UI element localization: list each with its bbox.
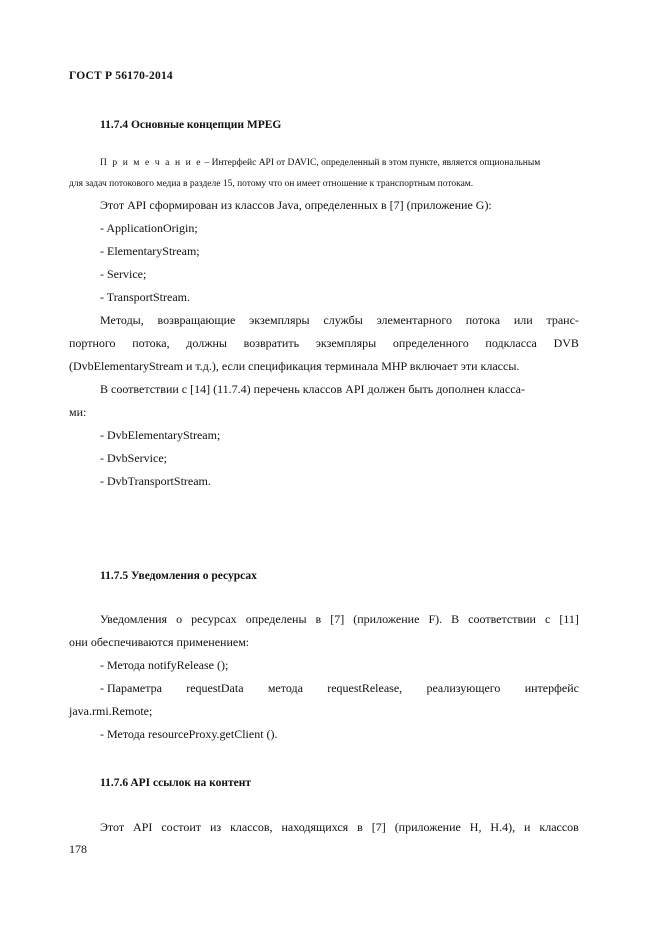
- list-item: - ElementaryStream;: [100, 244, 200, 258]
- paragraph-2-line-1: В соответствии с [14] (11.7.4) перечень классов API должен быть дополнен класса-: [100, 382, 525, 396]
- list-item: - ApplicationOrigin;: [100, 221, 198, 235]
- word: (приложение: [353, 612, 420, 626]
- word: requestData: [186, 681, 244, 695]
- word: должны: [186, 336, 227, 350]
- list-item: - DvbElementaryStream;: [100, 428, 221, 442]
- word: в: [315, 612, 322, 626]
- word: возвратить: [243, 336, 300, 350]
- resources-item-2-line-2: java.rmi.Remote;: [69, 704, 153, 718]
- section-title-11-7-5: 11.7.5 Уведомления о ресурсах: [100, 570, 257, 582]
- page-number: 178: [69, 842, 87, 856]
- list-item: - TransportStream.: [100, 290, 190, 304]
- word: и: [524, 820, 531, 834]
- word: с: [544, 612, 551, 626]
- word: состоит: [161, 820, 202, 834]
- word: потока: [465, 313, 501, 327]
- word: requestRelease,: [327, 681, 403, 695]
- content-api-paragraph-line-1: [100, 820, 579, 835]
- word: потока,: [132, 336, 170, 350]
- word: службы: [323, 313, 363, 327]
- note-line-2: для задач потокового медиа в разделе 15, потому что он имеет отношение к транспортным потокам.: [69, 179, 474, 189]
- paragraph-2-line-2: ми:: [69, 405, 87, 419]
- section-title-11-7-4: 11.7.4 Основные концепции MPEG: [100, 119, 282, 131]
- word: Уведомления: [100, 612, 168, 626]
- list-item: - Service;: [100, 267, 147, 281]
- paragraph-1-line-2: [69, 336, 579, 351]
- word: экземпляры: [249, 313, 310, 327]
- word: реализующего: [426, 681, 501, 695]
- word: H,: [469, 820, 482, 834]
- word: экземпляры: [315, 336, 377, 350]
- word: метода: [267, 681, 303, 695]
- word: интерфейс: [524, 681, 579, 695]
- section-title-11-7-6: 11.7.6 API ссылок на контент: [100, 777, 252, 789]
- word: В: [451, 612, 460, 626]
- paragraph-1-line-1: [100, 313, 579, 328]
- word: находящихся: [281, 820, 349, 834]
- word: портного: [69, 336, 116, 350]
- note-label: П р и м е ч а н и е: [100, 158, 203, 168]
- word: подкласса: [485, 336, 537, 350]
- word: транс-: [546, 313, 579, 327]
- note-text-1: – Интерфейс API от DAVIC, определенный в этом пункте, является опциональным: [202, 158, 541, 168]
- word: соответствии: [468, 612, 536, 626]
- word: (приложение: [394, 820, 461, 834]
- word: из: [209, 820, 222, 834]
- word: о: [176, 612, 183, 626]
- intro-paragraph: Этот API сформирован из классов Java, определенных в [7] (приложение G):: [100, 198, 492, 212]
- resources-paragraph-line-1: [100, 612, 579, 627]
- word: ресурсах: [191, 612, 237, 626]
- word: Этот: [100, 820, 125, 834]
- note-line-1: [100, 158, 540, 168]
- word: F).: [428, 612, 443, 626]
- paragraph-1-line-3: (DvbElementaryStream и т.д.), если спецификация терминала MHP включает эти классы.: [69, 359, 520, 373]
- word: элементарного: [376, 313, 452, 327]
- word: Методы,: [100, 313, 144, 327]
- word: - Параметра: [100, 681, 162, 695]
- word: [11]: [559, 612, 579, 626]
- word: определены: [245, 612, 307, 626]
- resources-item-1: - Метода notifyRelease ();: [100, 658, 229, 672]
- word: в: [357, 820, 363, 834]
- list-item: - DvbTransportStream.: [100, 474, 211, 488]
- resources-item-3: - Метода resourceProxy.getClient ().: [100, 727, 278, 741]
- word: API: [133, 820, 153, 834]
- word: классов: [539, 820, 579, 834]
- word: H.4),: [490, 820, 516, 834]
- word: возвращающие: [157, 313, 236, 327]
- list-item: - DvbService;: [100, 451, 167, 465]
- resources-item-2-line-1: [100, 681, 579, 696]
- word: [7]: [330, 612, 345, 626]
- word: классов,: [230, 820, 273, 834]
- document-header: ГОСТ Р 56170-2014: [69, 70, 173, 82]
- word: [7]: [371, 820, 386, 834]
- word: DVB: [553, 336, 579, 350]
- word: определенного: [392, 336, 469, 350]
- resources-paragraph-line-2: они обеспечиваются применением:: [69, 635, 250, 649]
- word: или: [513, 313, 533, 327]
